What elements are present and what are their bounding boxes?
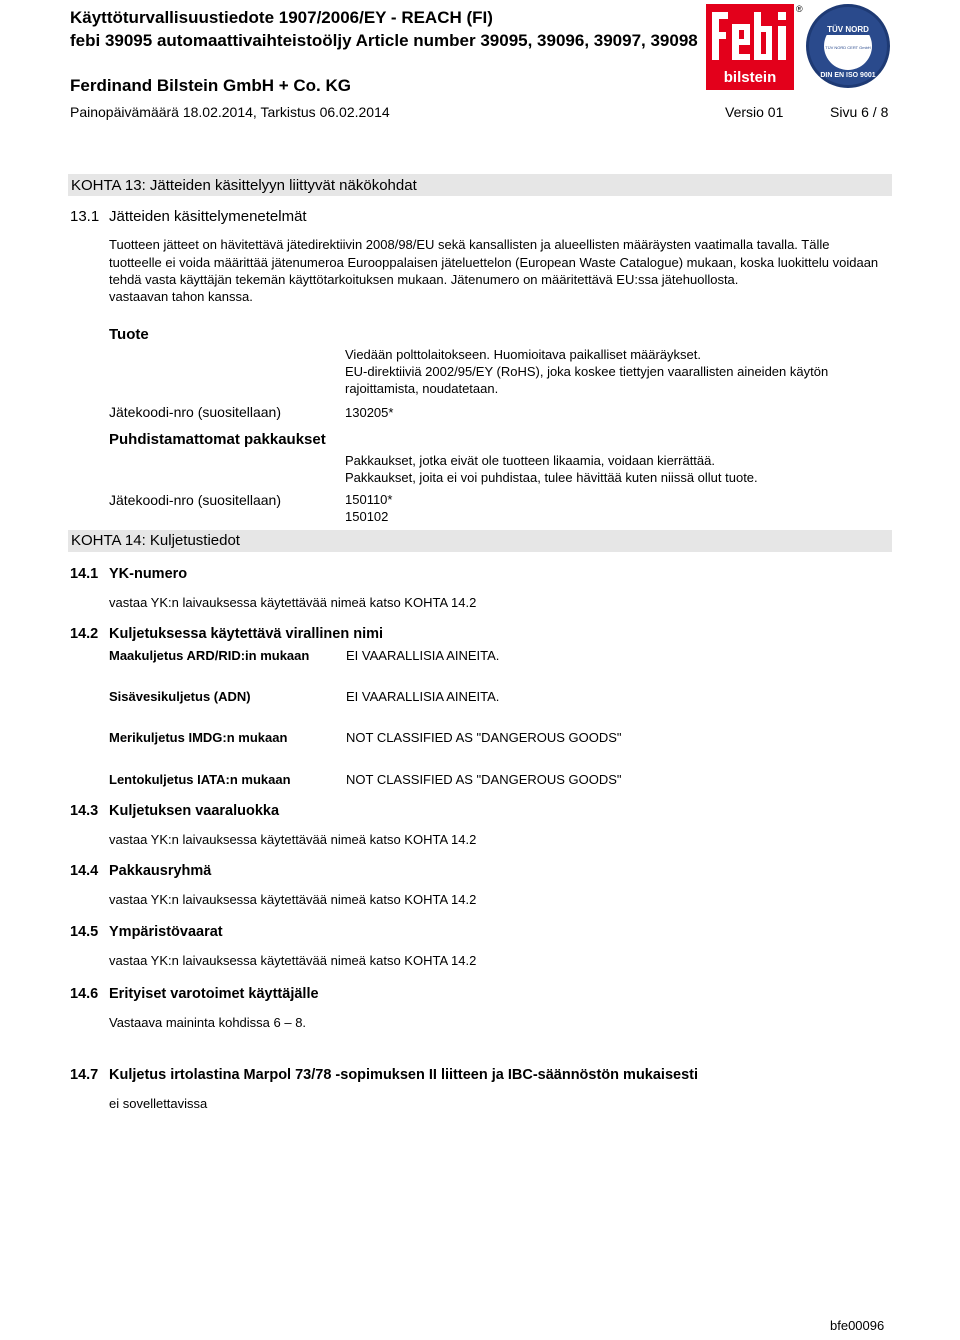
subsection-number: 14.6	[70, 986, 99, 1002]
transport-mode-value: NOT CLASSIFIED AS "DANGEROUS GOODS"	[346, 772, 622, 787]
transport-mode-label: Sisävesikuljetus (ADN)	[109, 689, 251, 704]
tuv-brand-text: TÜV NORD	[827, 25, 869, 34]
product-disposal-text: Viedään polttolaitokseen. Huomioitava paikalliset määräykset.	[345, 347, 702, 362]
waste-code-label: Jätekoodi-nro (suositellaan)	[109, 492, 281, 508]
transport-mode-label: Lentokuljetus IATA:n mukaan	[109, 772, 291, 787]
company-name: Ferdinand Bilstein GmbH + Co. KG	[70, 76, 351, 95]
disposal-paragraph-line: tehdä vasta käyttäjän tekemän käyttötarkoituksen mukaan. Jätenumero on määritettävä EU:ssa jätehuollosta.	[109, 272, 739, 287]
transport-mode-label: Merikuljetus IMDG:n mukaan	[109, 730, 288, 745]
waste-code-value: 150102	[345, 509, 389, 524]
disposal-paragraph-line: Tuotteen jätteet on hävitettävä jätedirektiivin 2008/98/EU sekä kansallisten ja alueellisten määräysten vaatimalla tavalla. Tälle	[109, 237, 830, 252]
subsection-title: Kuljetuksen vaaraluokka	[109, 803, 280, 819]
disposal-paragraph-line: vastaavan tahon kanssa.	[109, 289, 253, 304]
iso-text: DIN EN ISO 9001	[820, 72, 876, 79]
section-14-heading: KOHTA 14: Kuljetustiedot	[71, 532, 240, 549]
subsection-title: Pakkausryhmä	[109, 863, 212, 879]
subsection-title: Kuljetus irtolastina Marpol 73/78 -sopimuksen II liitteen ja IBC-säännöstön mukaisesti	[109, 1067, 699, 1083]
subsection-number: 14.7	[70, 1067, 99, 1083]
product-name: febi 39095 automaattivaihteistoöljy Article number 39095, 39096, 39097, 39098	[70, 31, 698, 50]
registered-mark-icon: ®	[796, 4, 803, 14]
page-number: Sivu 6 / 8	[830, 104, 889, 120]
subsection-number: 14.3	[70, 803, 99, 819]
section-13-heading: KOHTA 13: Jätteiden käsittelyyn liittyvät näkökohdat	[71, 177, 417, 194]
febi-logo	[706, 4, 794, 90]
tuv-cert-text: TÜV NORD CERT GmbH	[825, 45, 871, 50]
waste-code-label: Jätekoodi-nro (suositellaan)	[109, 404, 281, 420]
subsection-title: Erityiset varotoimet käyttäjälle	[109, 986, 319, 1002]
subsection-number: 14.5	[70, 924, 99, 940]
transport-mode-value: NOT CLASSIFIED AS "DANGEROUS GOODS"	[346, 730, 622, 745]
document-code: bfe00096	[830, 1318, 885, 1333]
subsection-text: ei sovellettavissa	[109, 1096, 208, 1111]
transport-mode-label: Maakuljetus ARD/RID:in mukaan	[109, 648, 310, 663]
subsection-text: vastaa YK:n laivauksessa käytettävää nimeä katso KOHTA 14.2	[109, 595, 477, 610]
product-disposal-text: rajoittamista, noudatetaan.	[345, 381, 499, 396]
subsection-13-1-number: 13.1	[70, 208, 100, 225]
logo-wordmark: bilstein	[723, 69, 777, 86]
product-disposal-text: EU-direktiiviä 2002/95/EY (RoHS), joka koskee tiettyjen vaarallisten aineiden käytön	[345, 364, 829, 379]
packaging-label: Puhdistamattomat pakkaukset	[109, 431, 326, 448]
subsection-13-1-title: Jätteiden käsittelymenetelmät	[109, 208, 307, 225]
subsection-text: vastaa YK:n laivauksessa käytettävää nimeä katso KOHTA 14.2	[109, 892, 477, 907]
transport-mode-value: EI VAARALLISIA AINEITA.	[346, 648, 500, 663]
tuv-certification-logo	[806, 4, 890, 88]
disposal-paragraph-line: tuotteelle ei voida määrittää jätenumeroa Eurooppalaisen jäteluettelon (European Waste Catalogue) mukaan, koska luokittelu voidaan	[109, 255, 879, 270]
subsection-title: Kuljetuksessa käytettävä virallinen nimi	[109, 626, 384, 642]
subsection-text: Vastaava maininta kohdissa 6 – 8.	[109, 1015, 307, 1030]
waste-code-value: 130205*	[345, 405, 394, 420]
subsection-title: Ympäristövaarat	[109, 924, 223, 940]
packaging-text: Pakkaukset, joita ei voi puhdistaa, tulee hävittää kuten niissä ollut tuote.	[345, 470, 758, 485]
subsection-number: 14.2	[70, 626, 99, 642]
subsection-title: YK-numero	[109, 566, 188, 582]
version-label: Versio 01	[725, 104, 784, 120]
subsection-number: 14.1	[70, 566, 99, 582]
print-dates: Painopäivämäärä 18.02.2014, Tarkistus 06.02.2014	[70, 104, 390, 120]
subsection-text: vastaa YK:n laivauksessa käytettävää nimeä katso KOHTA 14.2	[109, 832, 477, 847]
transport-mode-value: EI VAARALLISIA AINEITA.	[346, 689, 500, 704]
subsection-text: vastaa YK:n laivauksessa käytettävää nimeä katso KOHTA 14.2	[109, 953, 477, 968]
document-title: Käyttöturvallisuustiedote 1907/2006/EY - REACH (FI)	[70, 8, 493, 27]
product-label: Tuote	[109, 326, 149, 343]
subsection-number: 14.4	[70, 863, 99, 879]
packaging-text: Pakkaukset, jotka eivät ole tuotteen likaamia, voidaan kierrättää.	[345, 453, 715, 468]
waste-code-value: 150110*	[345, 492, 393, 507]
